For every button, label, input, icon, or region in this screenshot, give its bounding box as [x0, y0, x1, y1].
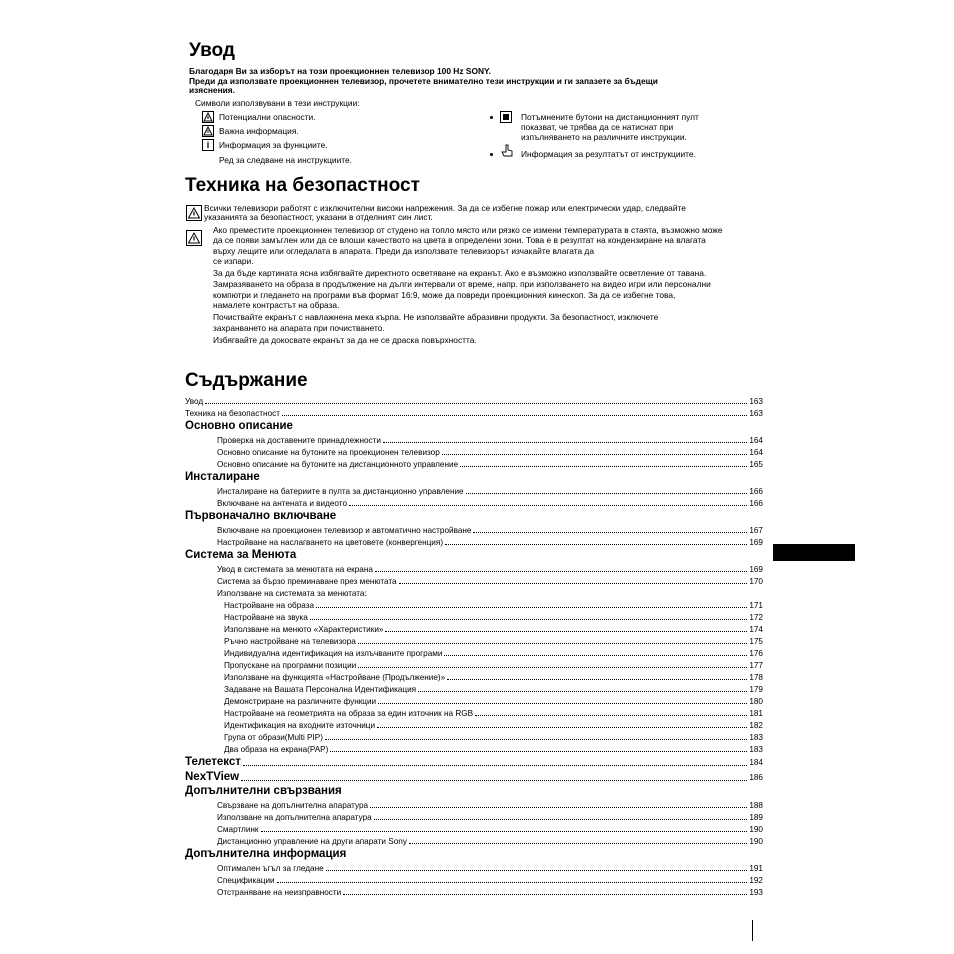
intro-paragraph-2: Преди да използвате проекционнен телевизор, прочетете внимателно тези инструкции и ги запазете за бъдещи: [189, 76, 658, 86]
safety-para-4-line-2: захранването на апарата при почистването.: [213, 323, 385, 333]
toc-entry-page: 164: [749, 436, 763, 445]
toc-entry-label: Индивидуална идентификация на излъчваните програми: [224, 649, 443, 658]
toc-entry-page: 166: [749, 487, 763, 496]
symbol-text-hazards: Потенциални опасности.: [219, 112, 316, 122]
toc-entry-page: 163: [749, 409, 763, 418]
toc-entry[interactable]: [224, 612, 763, 623]
intro-title: Увод: [189, 40, 235, 61]
toc-entry-page: 163: [749, 397, 763, 406]
info-icon: i: [202, 139, 214, 151]
safety-warning-2-line-2: да се появи замъглен или да се влоши качеството на цвета в определени зони. Това е в резултат на кондензиране на влагата: [213, 235, 706, 245]
toc-entry-page: 182: [749, 721, 763, 730]
toc-entry-page: 165: [749, 460, 763, 469]
toc-entry-label: Използване на функцията «Настройване (Продължение)»: [224, 673, 446, 682]
toc-entry[interactable]: [217, 525, 763, 536]
symbol-text-order: Ред за следване на инструкциите.: [219, 155, 353, 165]
toc-entry-page: 189: [749, 813, 763, 822]
toc-entry-label: Отстраняване на неизправности: [217, 888, 342, 897]
toc-entry-label: Настройване на звука: [224, 613, 308, 622]
toc-entry-label: Пропускане на програмни позиции: [224, 661, 357, 670]
toc-entry[interactable]: [217, 824, 763, 835]
safety-para-3-line-3: компютри и гледането на програми във формат 16:9, може да повреди проекционния кинескоп. За да се избегне това,: [213, 290, 676, 300]
symbol-text-info: Информация за функциите.: [219, 140, 328, 150]
page-divider-line: [752, 920, 753, 941]
safety-warning-1-line-1: Всички телевизори работят с изключителни високи напрежения. За да се избегне пожар или електрически удар, следвайте: [204, 203, 686, 213]
toc-entry[interactable]: [217, 576, 763, 587]
toc-entry-label: Техника на безопастност: [185, 409, 280, 418]
toc-entry-page: 181: [749, 709, 763, 718]
toc-section-entry[interactable]: [185, 771, 763, 784]
safety-para-3-line-2: Замразяването на образа в продължение на дълги интервали от време, напр. при използването на видео игри или персонални: [213, 279, 711, 289]
symbol-text-remote-3: изпълняването на различните инструкции.: [521, 132, 687, 142]
toc-entry[interactable]: [217, 564, 763, 575]
toc-entry[interactable]: [224, 660, 763, 671]
toc-entry[interactable]: [224, 720, 763, 731]
safety-warning-2-line-1: Ако преместите проекционнен телевизор от студено на топло място или рязко се измени температурата в стаята, възможно може: [213, 225, 723, 235]
safety-warning-2-line-4: се изпари.: [213, 256, 254, 266]
safety-warning-2-line-3: върху лещите или огледалата в апарата. Преди да използвате телевизорът изчакайте влагата да: [213, 246, 594, 256]
toc-entry-label: Дистанционно управление на други апарати Sony: [217, 837, 407, 846]
toc-entry-label: Идентификация на входните източници: [224, 721, 376, 730]
toc-entry[interactable]: [224, 636, 763, 647]
bullet-icon: [490, 153, 493, 156]
symbol-text-remote-1: Потъмнените бутони на дистанционният пулт: [521, 112, 699, 122]
toc-entry[interactable]: [217, 887, 763, 898]
toc-entry-page: 180: [749, 697, 763, 706]
intro-paragraph-3: изяснения.: [189, 85, 235, 95]
toc-entry[interactable]: [224, 744, 763, 755]
toc-entry-page: 164: [749, 448, 763, 457]
toc-entry[interactable]: [224, 648, 763, 659]
toc-entry-label: Настройване на наслагването на цветовете (конвергенция): [217, 538, 444, 547]
remote-button-icon: [500, 111, 512, 123]
toc-entry-label: Телетекст: [185, 756, 241, 768]
toc-entry-page: 177: [749, 661, 763, 670]
toc-section-heading: Допълнителни свързвания: [185, 785, 342, 797]
toc-entry-label: Смартлинк: [217, 825, 259, 834]
toc-entry-page: 175: [749, 637, 763, 646]
toc-entry-page: 193: [749, 888, 763, 897]
toc-entry[interactable]: [224, 684, 763, 695]
toc-entry-label: Използване на менюто «Характеристики»: [224, 625, 384, 634]
toc-entry-page: 191: [749, 864, 763, 873]
toc-entry-label: Свързване на допълнителна апаратура: [217, 801, 369, 810]
toc-entry-page: 167: [749, 526, 763, 535]
toc-section-heading: Основно описание: [185, 420, 293, 432]
warning-triangle-icon: [202, 125, 214, 137]
toc-entry-label: Оптимален ъгъл за гледане: [217, 864, 324, 873]
toc-entry-label: Задаване на Вашата Персонална Идентификация: [224, 685, 417, 694]
toc-section-heading: Допълнителна информация: [185, 848, 347, 860]
toc-entry[interactable]: [217, 447, 763, 458]
toc-entry-label: Система за бързо преминаване през менютата: [217, 577, 397, 586]
toc-entry-page: 190: [749, 837, 763, 846]
toc-entry-label: Група от образи(Multi PIP): [224, 733, 323, 742]
toc-entry-page: 188: [749, 801, 763, 810]
toc-entry-page: 171: [749, 601, 763, 610]
toc-entry-label: Проверка на доставените принадлежности: [217, 436, 381, 445]
toc-entry[interactable]: [217, 875, 763, 886]
safety-para-5-line-1: Избягвайте да докосвате екранът за да не се драска повърхността.: [213, 335, 477, 345]
toc-entry[interactable]: [217, 435, 763, 446]
toc-section-heading: Инсталиране: [185, 471, 260, 483]
safety-para-3-line-1: За да бъде картината ясна избягвайте директното осветяване на екранът. Ако е възможно използвайте осветление от тавана.: [213, 268, 707, 278]
toc-entry-page: 169: [749, 565, 763, 574]
toc-entry-page: 174: [749, 625, 763, 634]
toc-entry-page: 183: [749, 745, 763, 754]
toc-entry-page: 183: [749, 733, 763, 742]
toc-entry-label: Настройване на геометрията на образа за един източник на RGB: [224, 709, 474, 718]
toc-entry-label: Включване на проекционен телевизор и автоматично настройване: [217, 526, 472, 535]
toc-entry[interactable]: [217, 537, 763, 548]
toc-entry-label: Ръчно настройване на телевизора: [224, 637, 356, 646]
toc-entry[interactable]: [217, 863, 763, 874]
toc-entry-page: 184: [749, 758, 763, 767]
toc-entry-page: 192: [749, 876, 763, 885]
toc-entry-page: 186: [749, 773, 763, 782]
safety-para-3-line-4: намалете контрастът на образа.: [213, 300, 340, 310]
toc-entry-label: Основно описание на бутоните на дистанционното управление: [217, 460, 459, 469]
toc-entry[interactable]: [217, 812, 763, 823]
toc-entry-page: 172: [749, 613, 763, 622]
toc-section-heading: Система за Менюта: [185, 549, 297, 561]
side-tab-marker: [773, 544, 855, 561]
symbol-text-result: Информация за резултатът от инструкциите.: [521, 149, 696, 159]
bullet-icon: [490, 116, 493, 119]
toc-entry-label: Включване на антената и видеото: [217, 499, 348, 508]
toc-entry[interactable]: [224, 732, 763, 743]
toc-entry-label: Увод в системата за менютата на екрана: [217, 565, 373, 574]
toc-entry-page: 190: [749, 825, 763, 834]
toc-entry-page: 178: [749, 673, 763, 682]
toc-section-entry[interactable]: [185, 756, 763, 769]
toc-entry-label: Използване на допълнителна апаратура: [217, 813, 372, 822]
toc-subheading: Използване на системата за менютата:: [217, 589, 367, 598]
toc-entry[interactable]: [224, 672, 763, 683]
toc-entry[interactable]: [217, 459, 763, 470]
toc-entry[interactable]: [185, 408, 763, 419]
warning-triangle-icon: [186, 230, 202, 246]
warning-triangle-icon: [202, 111, 214, 123]
toc-entry-label: Демонстриране на различните функции: [224, 697, 377, 706]
intro-paragraph-1: Благодаря Ви за изборът на този проекционнен телевизор 100 Hz SONY.: [189, 66, 491, 76]
warning-triangle-icon: [186, 205, 202, 221]
symbols-intro: Символи използвувани в тези инструкции:: [195, 98, 360, 108]
toc-entry[interactable]: [217, 836, 763, 847]
toc-entry[interactable]: [217, 498, 763, 509]
toc-entry[interactable]: [217, 800, 763, 811]
toc-entry-page: 179: [749, 685, 763, 694]
symbol-text-important: Важна информация.: [219, 126, 299, 136]
toc-entry[interactable]: [185, 396, 763, 407]
safety-para-4-line-1: Почиствайте екранът с навлажнена мека кърпа. Не използвайте абразивни продукти. За безопастност, изключете: [213, 312, 659, 322]
toc-entry-label: Увод: [185, 397, 204, 406]
toc-entry-label: NexTView: [185, 771, 240, 783]
toc-entry-page: 169: [749, 538, 763, 547]
toc-entry-label: Два образа на екрана(PAP): [224, 745, 329, 754]
toc-entry-label: Спецификации: [217, 876, 275, 885]
safety-warning-1-line-2: указанията за безопастност, указани в отделният син лист.: [204, 212, 433, 222]
toc-entry[interactable]: [224, 696, 763, 707]
contents-title: Съдържание: [185, 370, 308, 391]
toc-section-heading: Първоначално включване: [185, 510, 337, 522]
toc-entry-page: 176: [749, 649, 763, 658]
toc-entry[interactable]: [217, 486, 763, 497]
toc-entry[interactable]: [224, 708, 763, 719]
toc-entry-label: Инсталиране на батериите в пулта за дистанционно управление: [217, 487, 464, 496]
toc-entry-page: 170: [749, 577, 763, 586]
safety-title: Техника на безопастност: [185, 175, 420, 196]
toc-entry-label: Настройване на образа: [224, 601, 315, 610]
toc-entry[interactable]: [224, 624, 763, 635]
toc-entry-page: 166: [749, 499, 763, 508]
hand-pointer-icon: [500, 144, 514, 158]
toc-entry[interactable]: [224, 600, 763, 611]
symbol-text-remote-2: показват, че трябва да се натиснат при: [521, 122, 674, 132]
toc-entry-label: Основно описание на бутоните на проекционен телевизор: [217, 448, 440, 457]
